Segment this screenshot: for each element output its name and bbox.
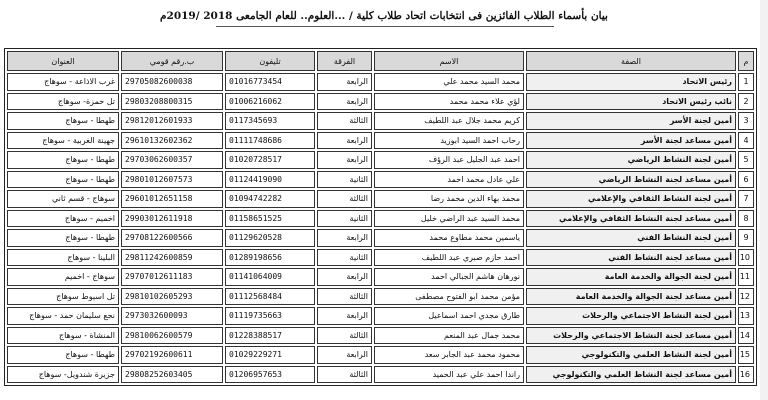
cell-position: أمين مساعد لجنة الجوالة والخدمة العامة bbox=[526, 288, 736, 306]
cell-name: رحاب احمد السيد ابوزيد bbox=[374, 132, 524, 150]
cell-num: 7 bbox=[738, 190, 754, 208]
table-row bbox=[7, 288, 754, 306]
cell-year: الثالثة bbox=[317, 112, 372, 130]
cell-year: الثالثة bbox=[317, 190, 372, 208]
cell-position: أمين لجنة النشاط العلمي والتكنولوجي bbox=[526, 346, 736, 364]
cell-national-id: 29705082600038 bbox=[121, 73, 223, 91]
cell-year: الثانية bbox=[317, 249, 372, 267]
cell-year: الثانية bbox=[317, 171, 372, 189]
cell-name: احمد حازم صبري عبد اللطيف bbox=[374, 249, 524, 267]
cell-name: محمد السيد عبد الراضي خليل bbox=[374, 210, 524, 228]
table-header-row bbox=[7, 51, 754, 71]
cell-position: أمين مساعد لجنة النشاط الفني bbox=[526, 249, 736, 267]
cell-address: المنشاة - سوهاج bbox=[7, 327, 119, 345]
cell-position: أمين لجنة الجوالة والخدمة العامة bbox=[526, 268, 736, 286]
table-row bbox=[7, 73, 754, 91]
cell-address: غرب الاذاعة - سوهاج bbox=[7, 73, 119, 91]
cell-year: الثالثة bbox=[317, 366, 372, 384]
cell-address: طهطا - سوهاج bbox=[7, 346, 119, 364]
cell-national-id: 29703062600357 bbox=[121, 151, 223, 169]
table-row bbox=[7, 268, 754, 286]
cell-address: جهينة الغربية - سوهاج bbox=[7, 132, 119, 150]
cell-position: نائب رئيس الاتحاد bbox=[526, 93, 736, 111]
table-row bbox=[7, 366, 754, 384]
table-row bbox=[7, 190, 754, 208]
cell-address: تل حمزة- سوهاج bbox=[7, 93, 119, 111]
table-row bbox=[7, 132, 754, 150]
cell-phone: 01141064009 bbox=[225, 268, 315, 286]
cell-year: الرابعة bbox=[317, 73, 372, 91]
table-row bbox=[7, 171, 754, 189]
cell-phone: 01158651525 bbox=[225, 210, 315, 228]
cell-national-id: 29811242600859 bbox=[121, 249, 223, 267]
cell-address: البلينا - سوهاج bbox=[7, 249, 119, 267]
cell-national-id: 29803208800315 bbox=[121, 93, 223, 111]
cell-position: أمين لجنة الأسر bbox=[526, 112, 736, 130]
cell-num: 5 bbox=[738, 151, 754, 169]
cell-name: راندا احمد علي عبد الحميد bbox=[374, 366, 524, 384]
table-row bbox=[7, 327, 754, 345]
cell-address: سوهاج - اخميم bbox=[7, 268, 119, 286]
cell-num: 1 bbox=[738, 73, 754, 91]
cell-national-id: 29810062600579 bbox=[121, 327, 223, 345]
cell-name: مؤمن محمد ابو الفتوح مصطفى bbox=[374, 288, 524, 306]
cell-address: طهطا - سوهاج bbox=[7, 229, 119, 247]
table-row bbox=[7, 112, 754, 130]
cell-national-id: 29601012651158 bbox=[121, 190, 223, 208]
cell-year: الرابعة bbox=[317, 268, 372, 286]
right-edge-strip bbox=[760, 0, 768, 400]
cell-num: 11 bbox=[738, 268, 754, 286]
cell-position: أمين مساعد لجنة النشاط الثقافي والإعلامي bbox=[526, 210, 736, 228]
title-underline bbox=[216, 26, 554, 27]
cell-address: طهطا - سوهاج bbox=[7, 151, 119, 169]
table-row bbox=[7, 229, 754, 247]
document-title: بيان بأسماء الطلاب الفائزين فى انتخابات اتحاد طلاب كلية / ...العلوم.. للعام الجامعى 2018 /2019م bbox=[160, 10, 608, 22]
cell-phone: 01119735663 bbox=[225, 307, 315, 325]
cell-phone: 01094742282 bbox=[225, 190, 315, 208]
cell-name: محمد السيد محمد علي bbox=[374, 73, 524, 91]
cell-position: أمين لجنة النشاط الرياضي bbox=[526, 151, 736, 169]
cell-phone: 01016773454 bbox=[225, 73, 315, 91]
table-row bbox=[7, 93, 754, 111]
cell-phone: 01020728517 bbox=[225, 151, 315, 169]
cell-phone: 01228388517 bbox=[225, 327, 315, 345]
cell-name: محمود محمد عبد الجابر سعد bbox=[374, 346, 524, 364]
cell-address: جزيرة شندويل- سوهاج bbox=[7, 366, 119, 384]
cell-name: كريم محمد جلال عبد اللطيف bbox=[374, 112, 524, 130]
table-row bbox=[7, 249, 754, 267]
cell-year: الرابعة bbox=[317, 229, 372, 247]
cell-position: أمين لجنة النشاط الاجتماعي والرحلات bbox=[526, 307, 736, 325]
cell-address: تل اسيوط سوهاج bbox=[7, 288, 119, 306]
cell-phone: 01206957653 bbox=[225, 366, 315, 384]
students-table bbox=[4, 48, 757, 386]
cell-num: 2 bbox=[738, 93, 754, 111]
cell-year: الرابعة bbox=[317, 151, 372, 169]
header-address: العنوان bbox=[7, 51, 119, 71]
header-name: الاسم bbox=[374, 51, 524, 71]
cell-name: طارق مجدي احمد اسماعيل bbox=[374, 307, 524, 325]
cell-phone: 01289198656 bbox=[225, 249, 315, 267]
cell-phone: 01112568484 bbox=[225, 288, 315, 306]
header-national-id: ب.رقم قومي bbox=[121, 51, 223, 71]
cell-address: نجع سليمان حمد - سوهاج bbox=[7, 307, 119, 325]
cell-num: 4 bbox=[738, 132, 754, 150]
cell-name: نورهان هاشم الجبالي احمد bbox=[374, 268, 524, 286]
header-position: الصفة bbox=[526, 51, 736, 71]
header-phone: تليفون bbox=[225, 51, 315, 71]
cell-name: علي عادل محمد احمد bbox=[374, 171, 524, 189]
cell-position: أمين مساعد لجنة النشاط العلمي والتكنولوجي bbox=[526, 366, 736, 384]
cell-phone: 01124419090 bbox=[225, 171, 315, 189]
cell-name: لؤي علاء محمد محمد bbox=[374, 93, 524, 111]
cell-name: محمد بهاء الدين محمد رضا bbox=[374, 190, 524, 208]
cell-national-id: 29812012601933 bbox=[121, 112, 223, 130]
cell-year: الرابعة bbox=[317, 346, 372, 364]
cell-name: ياسمين محمد مطاوع محمد bbox=[374, 229, 524, 247]
cell-num: 12 bbox=[738, 288, 754, 306]
cell-address: طهطا - سوهاج bbox=[7, 171, 119, 189]
cell-national-id: 29801012607573 bbox=[121, 171, 223, 189]
cell-national-id: 2973032600093 bbox=[121, 307, 223, 325]
cell-position: رئيس الاتحاد bbox=[526, 73, 736, 91]
cell-position: أمين لجنة النشاط الثقافي والإعلامي bbox=[526, 190, 736, 208]
cell-year: الرابعة bbox=[317, 93, 372, 111]
cell-phone: 01129620528 bbox=[225, 229, 315, 247]
cell-national-id: 29610132602362 bbox=[121, 132, 223, 150]
cell-num: 10 bbox=[738, 249, 754, 267]
cell-year: الثالثة bbox=[317, 288, 372, 306]
cell-national-id: 29708122600566 bbox=[121, 229, 223, 247]
cell-num: 6 bbox=[738, 171, 754, 189]
cell-num: 9 bbox=[738, 229, 754, 247]
cell-phone: 01006216062 bbox=[225, 93, 315, 111]
cell-national-id: 29808252603405 bbox=[121, 366, 223, 384]
cell-national-id: 29810102605293 bbox=[121, 288, 223, 306]
cell-national-id: 29707012611183 bbox=[121, 268, 223, 286]
cell-num: 8 bbox=[738, 210, 754, 228]
cell-num: 15 bbox=[738, 346, 754, 364]
table-row bbox=[7, 307, 754, 325]
cell-num: 14 bbox=[738, 327, 754, 345]
cell-address: اخميم - سوهاج bbox=[7, 210, 119, 228]
cell-phone: 01111748686 bbox=[225, 132, 315, 150]
cell-num: 16 bbox=[738, 366, 754, 384]
table-row bbox=[7, 210, 754, 228]
cell-year: الثالثة bbox=[317, 327, 372, 345]
cell-position: أمين مساعد لجنة النشاط الاجتماعي والرحلات bbox=[526, 327, 736, 345]
table-row bbox=[7, 151, 754, 169]
cell-position: أمين مساعد لجنة النشاط الرياضي bbox=[526, 171, 736, 189]
header-year: الفرقة bbox=[317, 51, 372, 71]
cell-num: 13 bbox=[738, 307, 754, 325]
cell-phone: 01029229271 bbox=[225, 346, 315, 364]
cell-national-id: 29903012611918 bbox=[121, 210, 223, 228]
cell-year: الثانية bbox=[317, 210, 372, 228]
table-row bbox=[7, 346, 754, 364]
cell-address: طهطا - سوهاج bbox=[7, 112, 119, 130]
cell-phone: 0117345693 bbox=[225, 112, 315, 130]
cell-position: أمين لجنة النشاط الفني bbox=[526, 229, 736, 247]
cell-address: سوهاج - قسم ثاني bbox=[7, 190, 119, 208]
cell-national-id: 29702192600611 bbox=[121, 346, 223, 364]
cell-position: أمين مساعد لجنة الأسر bbox=[526, 132, 736, 150]
cell-year: الرابعة bbox=[317, 132, 372, 150]
cell-num: 3 bbox=[738, 112, 754, 130]
cell-year: الرابعة bbox=[317, 307, 372, 325]
cell-name: محمد جمال عبد المنعم bbox=[374, 327, 524, 345]
cell-name: احمد عبد الجليل عبد الرؤف bbox=[374, 151, 524, 169]
header-num: م bbox=[738, 51, 754, 71]
